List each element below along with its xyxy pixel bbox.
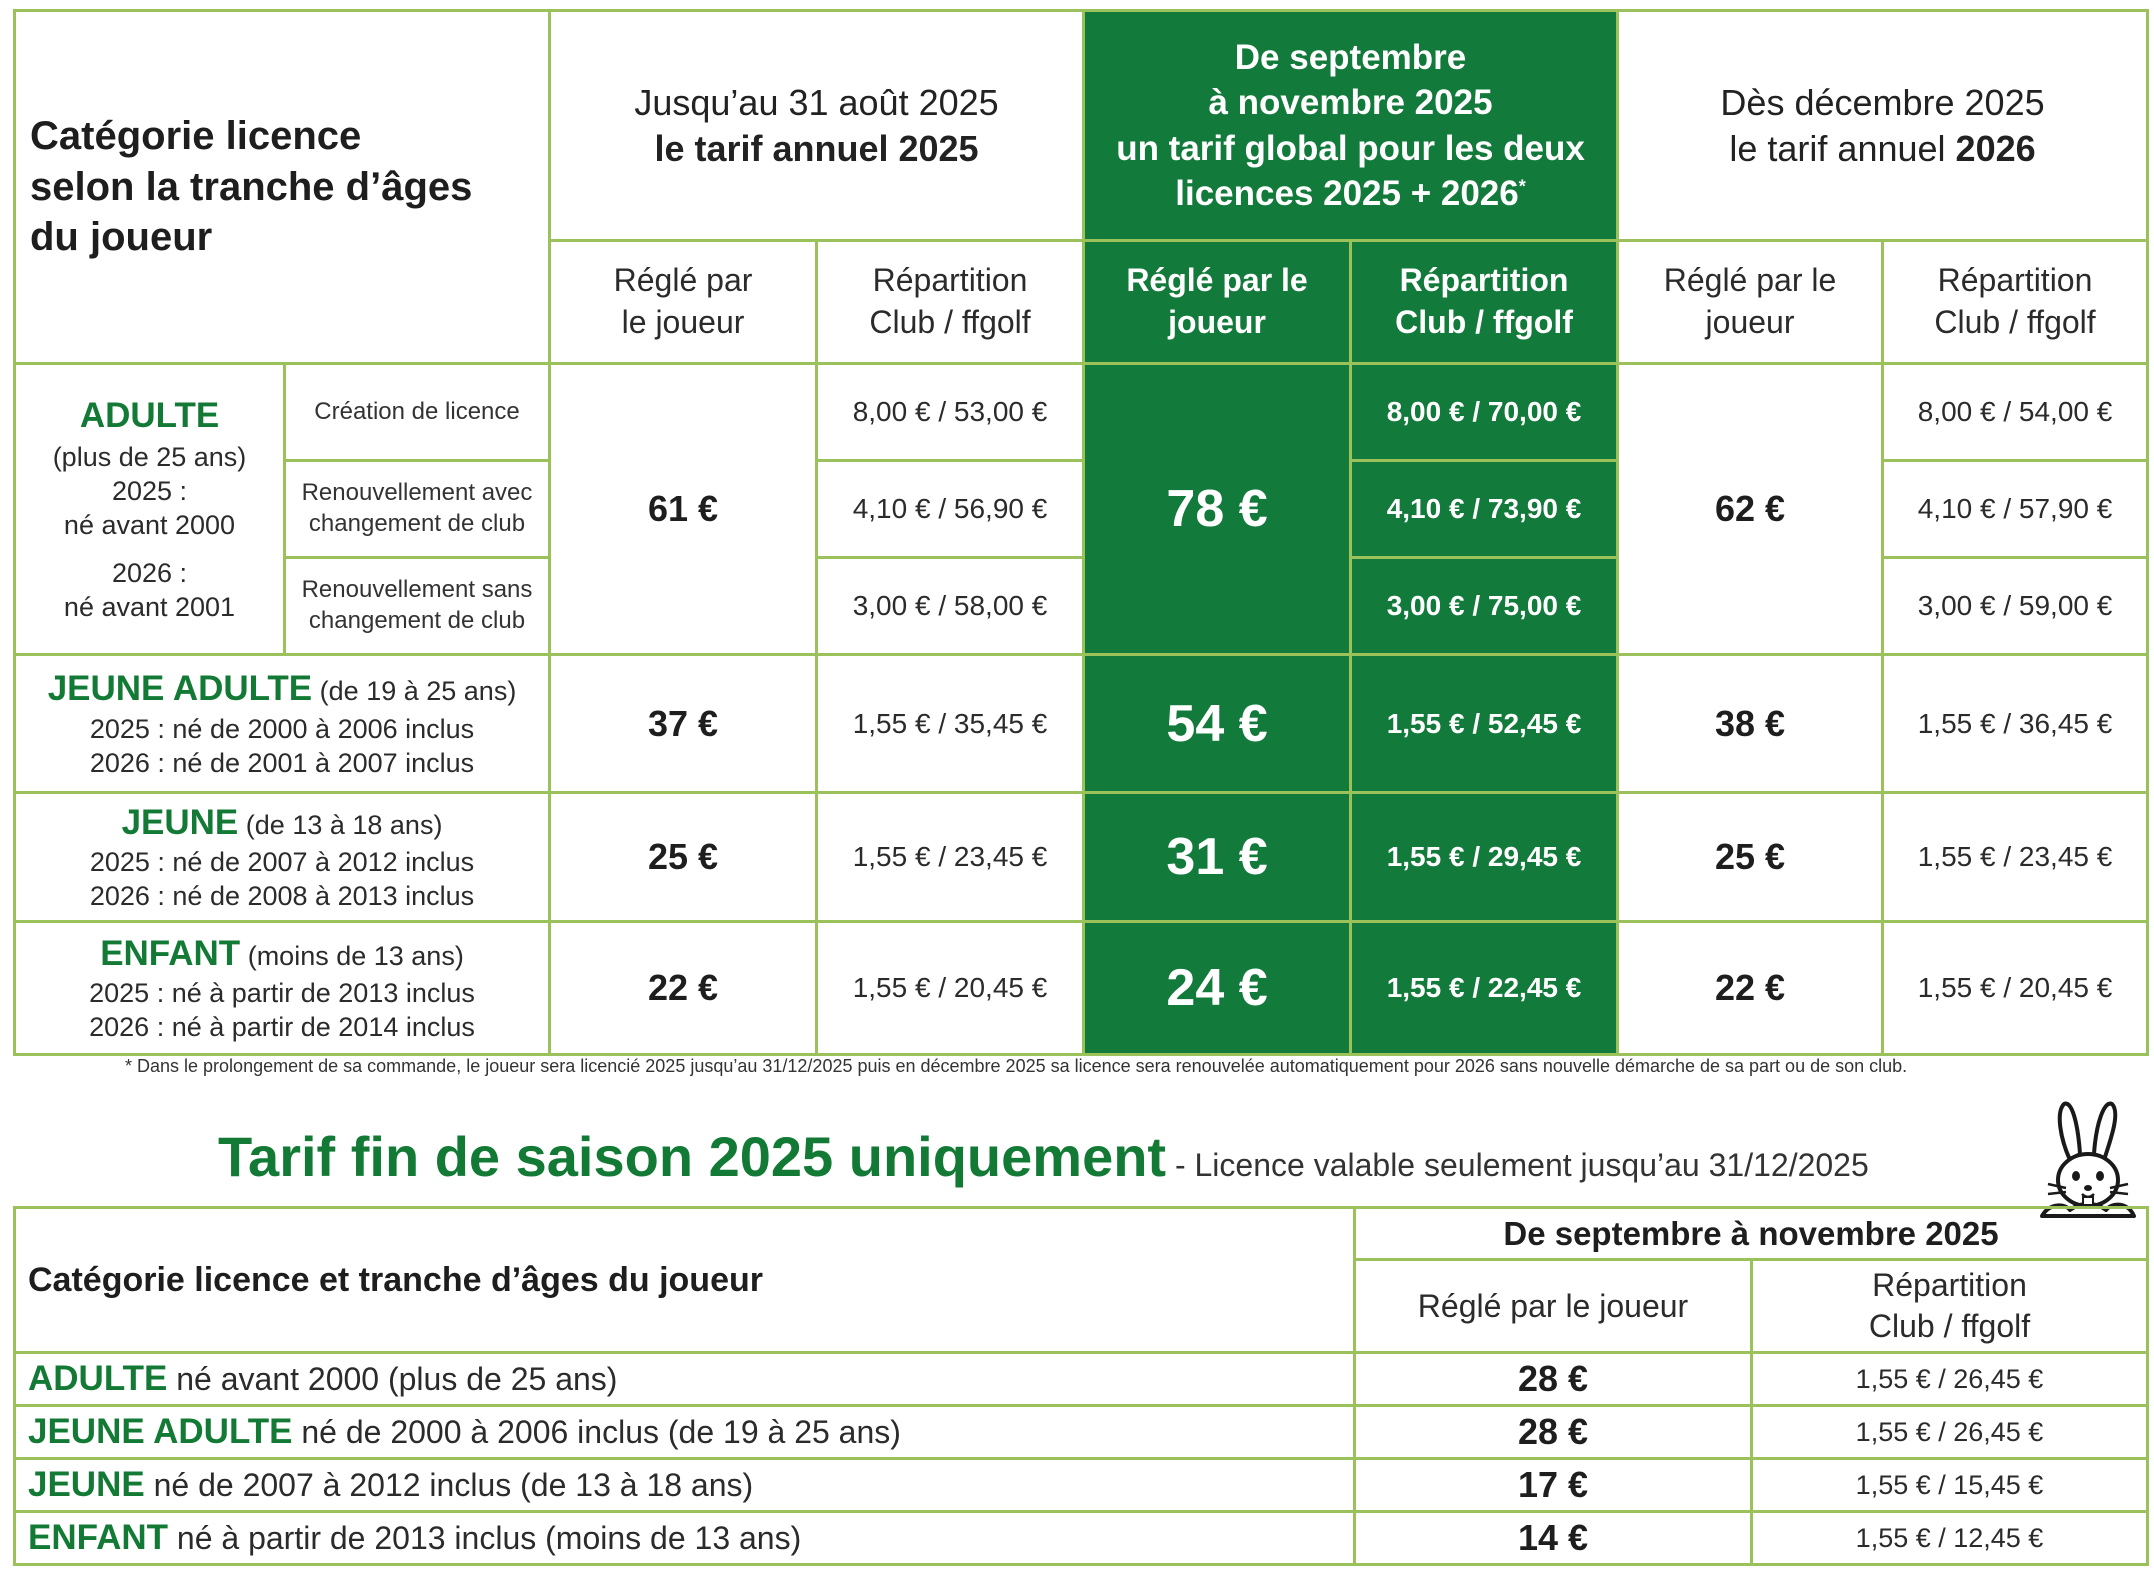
license-pricing-table xyxy=(13,9,2149,1056)
season-end-subtitle: - Licence valable seulement jusqu’au 31/12/2025 xyxy=(1166,1147,1869,1183)
season-end-period-header: De septembre à novembre 2025 xyxy=(1355,1208,2148,1260)
season-end-heading: Tarif fin de saison 2025 uniquement xyxy=(218,1125,1167,1188)
season-end-title xyxy=(218,1124,1869,1189)
split-2025: 1,55 € / 23,45 € xyxy=(817,793,1084,922)
split-2025: 1,55 € / 20,45 € xyxy=(817,922,1084,1055)
split-global: 1,55 € / 22,45 € xyxy=(1351,922,1618,1055)
price-global: 78 € xyxy=(1084,364,1351,655)
split-global: 4,10 € / 73,90 € xyxy=(1351,461,1618,558)
split-2026: 1,55 € / 23,45 € xyxy=(1883,793,2148,922)
price-2026: 22 € xyxy=(1618,922,1883,1055)
split-2026: 4,10 € / 57,90 € xyxy=(1883,461,2148,558)
split-2025: 3,00 € / 58,00 € xyxy=(817,558,1084,655)
price-2025: 25 € xyxy=(550,793,817,922)
paid-header-2025: Réglé par le joueur xyxy=(550,241,817,364)
split-header-2026: Répartition Club / ffgolf xyxy=(1883,241,2148,364)
season-end-price: 28 € xyxy=(1355,1353,1752,1406)
season-end-category: ADULTE né avant 2000 (plus de 25 ans) xyxy=(15,1353,1355,1406)
season-end-split: 1,55 € / 26,45 € xyxy=(1752,1353,2148,1406)
split-2026: 1,55 € / 36,45 € xyxy=(1883,655,2148,793)
season-end-table xyxy=(13,1206,2149,1566)
price-global: 54 € xyxy=(1084,655,1351,793)
split-2025: 4,10 € / 56,90 € xyxy=(817,461,1084,558)
price-2026: 25 € xyxy=(1618,793,1883,922)
split-2026: 1,55 € / 20,45 € xyxy=(1883,922,2148,1055)
price-2026: 62 € xyxy=(1618,364,1883,655)
season-end-paid-header: Réglé par le joueur xyxy=(1355,1260,1752,1353)
season-end-split: 1,55 € / 15,45 € xyxy=(1752,1459,2148,1512)
split-2026: 3,00 € / 59,00 € xyxy=(1883,558,2148,655)
table-row xyxy=(15,655,2148,793)
paid-header-global: Réglé par le joueur xyxy=(1084,241,1351,364)
footnote: * Dans le prolongement de sa commande, le joueur sera licencié 2025 jusqu’au 31/12/2025 puis en décembre 2025 sa licence sera renouvelée automatiquement pour 2026 sans nouvelle démarche de sa part ou de son club. xyxy=(125,1056,1908,1076)
subcategory-creation: Création de licence xyxy=(285,364,550,461)
price-2025: 22 € xyxy=(550,922,817,1055)
split-global: 8,00 € / 70,00 € xyxy=(1351,364,1618,461)
table-row xyxy=(15,1512,2148,1565)
season-end-category: ENFANT né à partir de 2013 inclus (moins de 13 ans) xyxy=(15,1512,1355,1565)
table-row xyxy=(15,1459,2148,1512)
category-enfant: ENFANT (moins de 13 ans) 2025 : né à partir de 2013 inclus 2026 : né à partir de 2014 inclus xyxy=(15,922,550,1055)
split-2025: 8,00 € / 53,00 € xyxy=(817,364,1084,461)
season-end-category-header: Catégorie licence et tranche d’âges du joueur xyxy=(15,1208,1355,1353)
split-global: 1,55 € / 52,45 € xyxy=(1351,655,1618,793)
season-end-category: JEUNE né de 2007 à 2012 inclus (de 13 à 18 ans) xyxy=(15,1459,1355,1512)
price-2025: 61 € xyxy=(550,364,817,655)
category-header: Catégorie licence selon la tranche d’âges du joueur xyxy=(15,11,550,364)
season-end-price: 17 € xyxy=(1355,1459,1752,1512)
price-2025: 37 € xyxy=(550,655,817,793)
split-2026: 8,00 € / 54,00 € xyxy=(1883,364,2148,461)
paid-header-2026: Réglé par le joueur xyxy=(1618,241,1883,364)
category-jeune-adulte: JEUNE ADULTE (de 19 à 25 ans) 2025 : né de 2000 à 2006 inclus 2026 : né de 2001 à 2007 inclus xyxy=(15,655,550,793)
split-header-global: Répartition Club / ffgolf xyxy=(1351,241,1618,364)
season-end-split-header: Répartition Club / ffgolf xyxy=(1752,1260,2148,1353)
table-row xyxy=(15,793,2148,922)
season-end-split: 1,55 € / 26,45 € xyxy=(1752,1406,2148,1459)
price-2026: 38 € xyxy=(1618,655,1883,793)
season-end-split: 1,55 € / 12,45 € xyxy=(1752,1512,2148,1565)
period-header-until-august: Jusqu’au 31 août 2025 le tarif annuel 2025 xyxy=(550,11,1084,241)
table-row xyxy=(15,1353,2148,1406)
split-global: 3,00 € / 75,00 € xyxy=(1351,558,1618,655)
season-end-price: 14 € xyxy=(1355,1512,1752,1565)
split-2025: 1,55 € / 35,45 € xyxy=(817,655,1084,793)
season-end-price: 28 € xyxy=(1355,1406,1752,1459)
period-header-from-december: Dès décembre 2025 le tarif annuel 2026 xyxy=(1618,11,2148,241)
table-row xyxy=(15,922,2148,1055)
season-end-category: JEUNE ADULTE né de 2000 à 2006 inclus (de 19 à 25 ans) xyxy=(15,1406,1355,1459)
split-header-2025: Répartition Club / ffgolf xyxy=(817,241,1084,364)
subcategory-renewal-without-change: Renouvellement sans changement de club xyxy=(285,558,550,655)
price-global: 24 € xyxy=(1084,922,1351,1055)
category-adulte: ADULTE (plus de 25 ans) 2025 : né avant 2000 2026 : né avant 2001 xyxy=(15,364,285,655)
category-jeune: JEUNE (de 13 à 18 ans) 2025 : né de 2007 à 2012 inclus 2026 : né de 2008 à 2013 inclus xyxy=(15,793,550,922)
split-global: 1,55 € / 29,45 € xyxy=(1351,793,1618,922)
period-header-sept-nov: De septembre à novembre 2025 un tarif global pour les deux licences 2025 + 2026* xyxy=(1084,11,1618,241)
price-global: 31 € xyxy=(1084,793,1351,922)
table-row xyxy=(15,1406,2148,1459)
subcategory-renewal-with-change: Renouvellement avec changement de club xyxy=(285,461,550,558)
